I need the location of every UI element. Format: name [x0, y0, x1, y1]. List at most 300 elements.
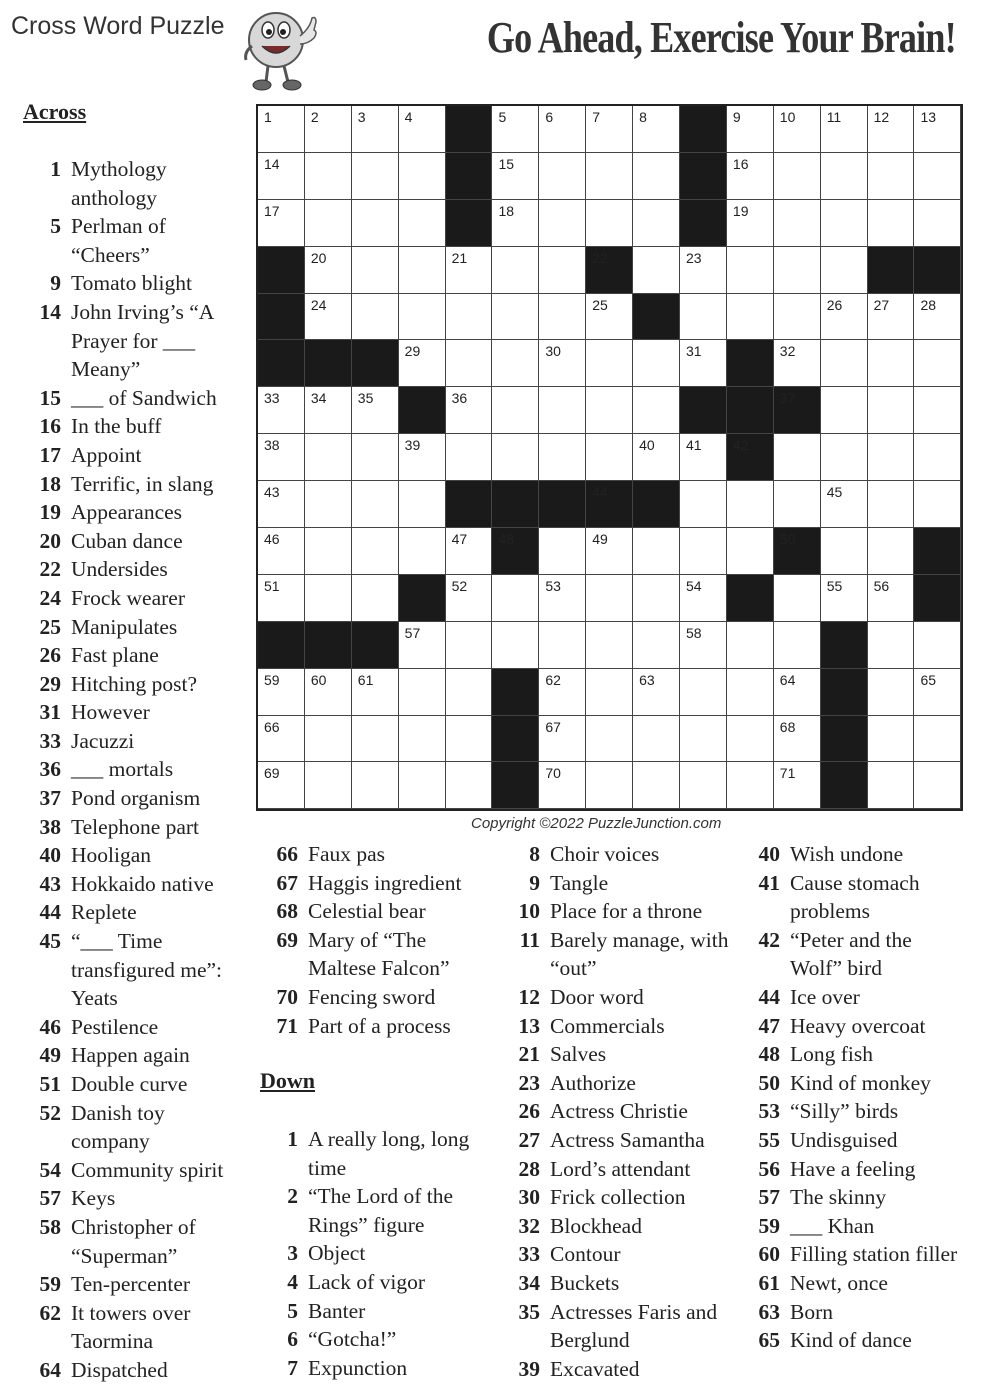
clue-number: 57: [39, 1186, 61, 1211]
clue-number: 44: [39, 900, 61, 925]
grid-cell[interactable]: [492, 387, 539, 434]
clue-text: “Silly” birds: [790, 1099, 899, 1124]
grid-cell[interactable]: [586, 294, 633, 341]
clue-item: [23, 898, 243, 927]
cell-number: 49: [592, 531, 608, 548]
clue-text: A really long, long time: [308, 1127, 470, 1180]
grid-cell[interactable]: [446, 294, 493, 341]
grid-cell[interactable]: [774, 434, 821, 481]
grid-cell[interactable]: [352, 528, 399, 575]
cell-number: 43: [264, 484, 280, 501]
grid-cell[interactable]: [399, 762, 446, 809]
grid-cell[interactable]: [774, 762, 821, 809]
grid-cell[interactable]: [352, 434, 399, 481]
clue-item: [502, 1183, 734, 1212]
grid-cell[interactable]: [492, 575, 539, 622]
grid-cell[interactable]: [305, 200, 352, 247]
grid-cell[interactable]: [727, 622, 774, 669]
grid-cell[interactable]: [399, 200, 446, 247]
down-clues-col2: [260, 1125, 492, 1382]
clue-number: 19: [39, 500, 61, 525]
clue-item: [23, 470, 243, 499]
grid-cell[interactable]: [305, 575, 352, 622]
clue-number: 17: [39, 442, 61, 467]
clue-item: [23, 755, 243, 784]
grid-cell[interactable]: [492, 622, 539, 669]
grid-cell[interactable]: [680, 622, 727, 669]
clue-text: Lack of vigor: [308, 1269, 426, 1294]
grid-cell[interactable]: [586, 622, 633, 669]
grid-cell[interactable]: [352, 762, 399, 809]
grid-cell[interactable]: [399, 716, 446, 763]
clue-number: 38: [39, 814, 61, 839]
grid-cell[interactable]: [821, 106, 868, 153]
clue-text: Terrific, in slang: [71, 471, 214, 496]
grid-cell[interactable]: [446, 387, 493, 434]
grid-cell[interactable]: [305, 153, 352, 200]
grid-cell[interactable]: [774, 106, 821, 153]
clue-item: [742, 1240, 964, 1269]
grid-cell[interactable]: [821, 340, 868, 387]
grid-cell[interactable]: [633, 247, 680, 294]
clue-item: [23, 1356, 243, 1385]
grid-cell[interactable]: [258, 528, 305, 575]
grid-cell[interactable]: [399, 528, 446, 575]
clue-number: 65: [758, 1328, 780, 1353]
clue-number: 57: [758, 1185, 780, 1210]
clue-text: “Gotcha!”: [308, 1327, 397, 1352]
grid-cell[interactable]: [727, 153, 774, 200]
grid-cell[interactable]: [680, 434, 727, 481]
grid-cell[interactable]: [258, 481, 305, 528]
grid-cell[interactable]: [399, 106, 446, 153]
black-square: [305, 340, 352, 387]
grid-cell[interactable]: [586, 340, 633, 387]
grid-cell[interactable]: [821, 434, 868, 481]
grid-cell[interactable]: [399, 247, 446, 294]
grid-cell[interactable]: [680, 247, 727, 294]
grid-cell[interactable]: [399, 294, 446, 341]
grid-cell[interactable]: [914, 669, 961, 716]
grid-cell[interactable]: [586, 762, 633, 809]
clue-item: [23, 1184, 243, 1213]
black-square: [446, 106, 493, 153]
grid-cell[interactable]: [586, 669, 633, 716]
grid-cell[interactable]: [399, 153, 446, 200]
clue-item: [742, 1097, 964, 1126]
black-square: [680, 106, 727, 153]
grid-cell[interactable]: [868, 106, 915, 153]
grid-cell[interactable]: [586, 434, 633, 481]
grid-cell[interactable]: [305, 669, 352, 716]
clue-text: Frick collection: [550, 1185, 686, 1210]
grid-cell[interactable]: [492, 200, 539, 247]
clue-item: [260, 869, 492, 898]
grid-cell[interactable]: [774, 340, 821, 387]
grid-cell[interactable]: [586, 153, 633, 200]
grid-cell[interactable]: [774, 669, 821, 716]
cell-number: 64: [779, 671, 796, 688]
grid-cell[interactable]: [539, 387, 586, 434]
grid-cell[interactable]: [774, 247, 821, 294]
clue-item: [502, 1298, 734, 1355]
black-square: [492, 669, 539, 716]
grid-cell[interactable]: [633, 200, 680, 247]
clue-number: 68: [276, 899, 298, 924]
grid-cell[interactable]: [868, 622, 915, 669]
grid-cell[interactable]: [727, 106, 774, 153]
grid-cell[interactable]: [868, 669, 915, 716]
grid-cell[interactable]: [352, 716, 399, 763]
grid-cell[interactable]: [774, 200, 821, 247]
grid-cell[interactable]: [821, 200, 868, 247]
grid-cell[interactable]: [586, 387, 633, 434]
clue-text: The skinny: [790, 1185, 887, 1210]
grid-cell[interactable]: [539, 200, 586, 247]
grid-cell[interactable]: [446, 434, 493, 481]
cell-number: 26: [826, 296, 843, 313]
black-square: [680, 200, 727, 247]
grid-cell[interactable]: [680, 340, 727, 387]
grid-cell[interactable]: [914, 387, 961, 434]
clue-item: [23, 298, 243, 384]
grid-cell[interactable]: [633, 669, 680, 716]
clue-text: Telephone part: [71, 814, 200, 839]
grid-cell[interactable]: [727, 528, 774, 575]
black-square: [492, 528, 539, 575]
copyright-text: Copyright ©2022 PuzzleJunction.com: [471, 815, 722, 832]
grid-cell[interactable]: [868, 294, 915, 341]
grid-cell[interactable]: [305, 528, 352, 575]
clue-number: 10: [518, 899, 540, 924]
grid-cell[interactable]: [258, 153, 305, 200]
grid-cell[interactable]: [774, 481, 821, 528]
grid-cell[interactable]: [914, 762, 961, 809]
clue-number: 18: [39, 471, 61, 496]
clue-item: [502, 1355, 734, 1384]
grid-cell[interactable]: [633, 575, 680, 622]
grid-cell[interactable]: [774, 575, 821, 622]
clue-item: [23, 813, 243, 842]
cell-number: 13: [920, 109, 937, 125]
grid-cell[interactable]: [352, 481, 399, 528]
grid-cell[interactable]: [539, 294, 586, 341]
grid-cell[interactable]: [539, 106, 586, 153]
clue-item: [23, 441, 243, 470]
clue-text: Haggis ingredient: [308, 870, 462, 895]
grid-cell[interactable]: [633, 387, 680, 434]
grid-cell[interactable]: [680, 575, 727, 622]
grid-cell[interactable]: [305, 481, 352, 528]
clue-text: Christopher of “Superman”: [71, 1214, 196, 1268]
grid-cell[interactable]: [680, 481, 727, 528]
grid-cell[interactable]: [305, 294, 352, 341]
grid-cell[interactable]: [539, 716, 586, 763]
grid-cell[interactable]: [399, 434, 446, 481]
cell-number: 30: [545, 343, 561, 360]
grid-cell[interactable]: [258, 106, 305, 153]
clue-item: [23, 641, 243, 670]
clue-item: [742, 1183, 964, 1212]
grid-cell[interactable]: [446, 528, 493, 575]
grid-cell[interactable]: [774, 716, 821, 763]
grid-cell[interactable]: [586, 106, 633, 153]
grid-cell[interactable]: [305, 716, 352, 763]
down-heading: Down: [260, 1068, 316, 1093]
grid-cell[interactable]: [539, 434, 586, 481]
clue-number: 11: [519, 927, 540, 952]
clue-text: Actress Christie: [550, 1099, 688, 1124]
grid-cell[interactable]: [633, 716, 680, 763]
clue-text: ___ Khan: [790, 1213, 875, 1238]
clue-item: [502, 1012, 734, 1041]
grid-cell[interactable]: [492, 434, 539, 481]
grid-cell[interactable]: [914, 622, 961, 669]
clue-number: 71: [276, 1013, 298, 1038]
grid-cell[interactable]: [446, 247, 493, 294]
grid-cell[interactable]: [352, 153, 399, 200]
grid-cell[interactable]: [868, 340, 915, 387]
grid-cell[interactable]: [258, 669, 305, 716]
grid-cell[interactable]: [868, 200, 915, 247]
cell-number: 8: [639, 109, 647, 125]
black-square: [821, 669, 868, 716]
grid-cell[interactable]: [633, 106, 680, 153]
grid-cell[interactable]: [914, 434, 961, 481]
grid-cell[interactable]: [492, 153, 539, 200]
cell-number: 69: [264, 765, 280, 782]
clue-text: John Irving’s “A Prayer for ___ Meany”: [71, 299, 214, 382]
black-square: [680, 153, 727, 200]
clue-number: 7: [287, 1355, 298, 1380]
clue-item: [23, 1099, 243, 1156]
grid-cell[interactable]: [727, 294, 774, 341]
grid-cell[interactable]: [914, 340, 961, 387]
grid-cell[interactable]: [258, 434, 305, 481]
clue-text: Ice over: [790, 984, 860, 1009]
clue-number: 16: [39, 414, 61, 439]
grid-cell[interactable]: [821, 387, 868, 434]
grid-cell[interactable]: [680, 528, 727, 575]
grid-cell[interactable]: [727, 762, 774, 809]
clue-text: Hitching post?: [71, 671, 197, 696]
black-square: [352, 622, 399, 669]
grid-cell[interactable]: [258, 575, 305, 622]
clue-text: Banter: [308, 1298, 366, 1323]
grid-cell[interactable]: [914, 294, 961, 341]
clue-item: [260, 897, 492, 926]
grid-cell[interactable]: [352, 294, 399, 341]
clue-number: 9: [50, 271, 61, 296]
grid-cell[interactable]: [352, 575, 399, 622]
grid-cell[interactable]: [774, 294, 821, 341]
black-square: [539, 481, 586, 528]
cell-number: 33: [264, 390, 280, 407]
grid-cell[interactable]: [352, 387, 399, 434]
grid-cell[interactable]: [633, 762, 680, 809]
clue-number: 25: [39, 614, 61, 639]
black-square: [914, 575, 961, 622]
grid-cell[interactable]: [492, 294, 539, 341]
grid-cell[interactable]: [633, 153, 680, 200]
grid-cell[interactable]: [539, 669, 586, 716]
black-square: [258, 247, 305, 294]
grid-cell[interactable]: [446, 575, 493, 622]
grid-cell[interactable]: [539, 528, 586, 575]
grid-cell[interactable]: [680, 669, 727, 716]
grid-cell[interactable]: [868, 481, 915, 528]
clue-number: 37: [39, 786, 61, 811]
grid-cell[interactable]: [727, 669, 774, 716]
clue-text: Undersides: [71, 557, 168, 582]
grid-cell[interactable]: [305, 106, 352, 153]
grid-cell[interactable]: [821, 247, 868, 294]
grid-cell[interactable]: [539, 340, 586, 387]
clue-number: 12: [518, 984, 540, 1009]
grid-cell[interactable]: [821, 153, 868, 200]
grid-cell[interactable]: [258, 200, 305, 247]
grid-cell[interactable]: [539, 575, 586, 622]
grid-cell[interactable]: [586, 575, 633, 622]
clue-number: 32: [518, 1213, 540, 1238]
grid-cell[interactable]: [774, 622, 821, 669]
grid-cell[interactable]: [352, 669, 399, 716]
grid-cell[interactable]: [821, 481, 868, 528]
cell-number: 65: [920, 671, 937, 688]
clue-item: [260, 1182, 492, 1239]
cell-number: 46: [264, 531, 280, 548]
grid-cell[interactable]: [446, 340, 493, 387]
grid-cell[interactable]: [914, 106, 961, 153]
clue-item: [23, 841, 243, 870]
grid-cell[interactable]: [868, 153, 915, 200]
grid-cell[interactable]: [914, 716, 961, 763]
grid-cell[interactable]: [914, 200, 961, 247]
cell-number: 27: [873, 296, 890, 313]
cell-number: 70: [545, 765, 561, 782]
clue-number: 58: [39, 1214, 61, 1239]
grid-cell[interactable]: [633, 340, 680, 387]
clue-number: 23: [518, 1070, 540, 1095]
cell-number: 67: [545, 718, 561, 735]
clue-number: 53: [758, 1099, 780, 1124]
clue-item: [742, 1298, 964, 1327]
grid-cell[interactable]: [352, 200, 399, 247]
black-square: [492, 481, 539, 528]
grid-cell[interactable]: [399, 340, 446, 387]
grid-cell[interactable]: [539, 622, 586, 669]
grid-cell[interactable]: [539, 762, 586, 809]
grid-cell[interactable]: [868, 528, 915, 575]
grid-cell[interactable]: [914, 481, 961, 528]
clue-item: [23, 1270, 243, 1299]
clue-item: [260, 1297, 492, 1326]
grid-cell[interactable]: [680, 294, 727, 341]
grid-cell[interactable]: [727, 716, 774, 763]
clue-text: Manipulates: [71, 614, 178, 639]
grid-cell[interactable]: [492, 247, 539, 294]
clue-item: [23, 498, 243, 527]
black-square: [914, 247, 961, 294]
clue-text: Fast plane: [71, 643, 159, 668]
grid-cell[interactable]: [633, 528, 680, 575]
clue-item: [502, 1269, 734, 1298]
grid-cell[interactable]: [821, 294, 868, 341]
grid-cell[interactable]: [258, 762, 305, 809]
grid-cell[interactable]: [305, 247, 352, 294]
grid-cell[interactable]: [868, 387, 915, 434]
clue-text: Dispatched: [71, 1357, 168, 1382]
grid-cell[interactable]: [821, 575, 868, 622]
cell-number: 55: [826, 577, 843, 594]
grid-cell[interactable]: [633, 434, 680, 481]
grid-cell[interactable]: [446, 716, 493, 763]
grid-cell[interactable]: [774, 153, 821, 200]
grid-cell[interactable]: [492, 340, 539, 387]
cell-number: 53: [545, 577, 561, 594]
grid-cell[interactable]: [633, 622, 680, 669]
grid-cell[interactable]: [868, 762, 915, 809]
grid-cell[interactable]: [258, 716, 305, 763]
clue-text: In the buff: [71, 414, 162, 439]
grid-cell[interactable]: [586, 528, 633, 575]
grid-cell[interactable]: [539, 247, 586, 294]
clue-item: [23, 727, 243, 756]
grid-cell[interactable]: [305, 387, 352, 434]
grid-cell[interactable]: [586, 200, 633, 247]
clue-item: [502, 869, 734, 898]
grid-cell[interactable]: [727, 200, 774, 247]
grid-cell[interactable]: [305, 762, 352, 809]
black-square: [492, 716, 539, 763]
clue-item: [742, 1212, 964, 1241]
clue-text: Kind of monkey: [790, 1070, 931, 1095]
grid-cell[interactable]: [914, 153, 961, 200]
grid-cell[interactable]: [399, 481, 446, 528]
grid-cell[interactable]: [446, 622, 493, 669]
clue-number: 5: [50, 214, 61, 239]
grid-cell[interactable]: [258, 387, 305, 434]
grid-cell[interactable]: [868, 716, 915, 763]
grid-cell[interactable]: [446, 762, 493, 809]
grid-cell[interactable]: [727, 247, 774, 294]
grid-cell[interactable]: [680, 762, 727, 809]
grid-cell[interactable]: [868, 434, 915, 481]
grid-cell[interactable]: [492, 106, 539, 153]
grid-cell[interactable]: [680, 716, 727, 763]
grid-cell[interactable]: [352, 106, 399, 153]
grid-cell[interactable]: [727, 481, 774, 528]
grid-cell[interactable]: [446, 669, 493, 716]
grid-cell[interactable]: [399, 669, 446, 716]
grid-cell[interactable]: [821, 528, 868, 575]
grid-cell[interactable]: [352, 247, 399, 294]
clue-number: 26: [39, 643, 61, 668]
clue-number: 1: [287, 1127, 298, 1151]
clue-item: [742, 983, 964, 1012]
grid-cell[interactable]: [539, 153, 586, 200]
clue-number: 61: [758, 1270, 780, 1295]
grid-cell[interactable]: [399, 622, 446, 669]
clue-number: 41: [758, 870, 780, 895]
clue-text: Keys: [71, 1186, 116, 1211]
grid-cell[interactable]: [868, 575, 915, 622]
grid-cell[interactable]: [305, 434, 352, 481]
page-title: Cross Word Puzzle: [11, 12, 225, 40]
black-square: [399, 575, 446, 622]
grid-cell[interactable]: [586, 716, 633, 763]
clue-number: 56: [758, 1156, 780, 1181]
